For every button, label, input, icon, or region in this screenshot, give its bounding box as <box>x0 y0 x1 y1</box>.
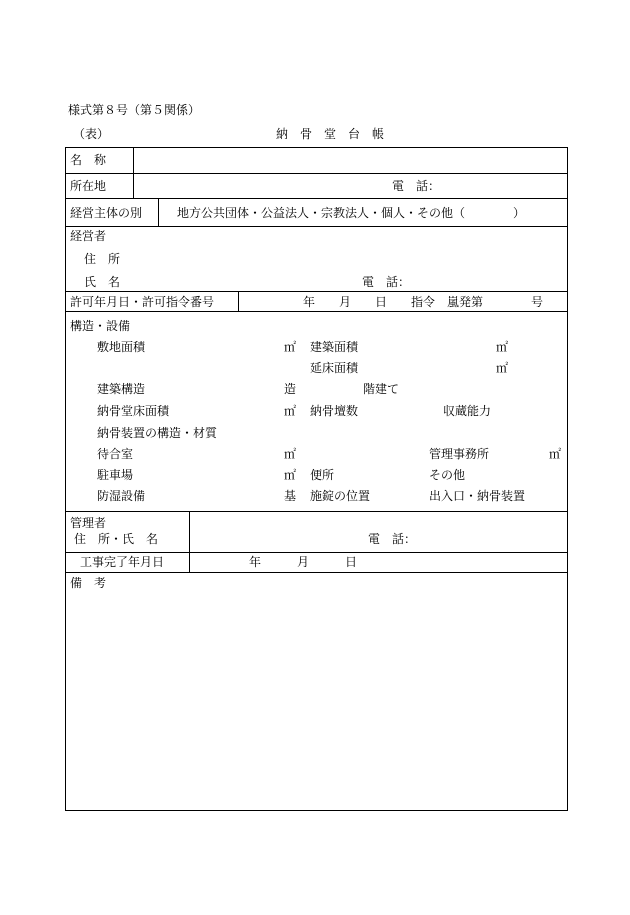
operator-name-label: 氏 名 <box>84 275 121 289</box>
operator-type-options: 地方公共団体・公益法人・宗教法人・個人・その他（ ） <box>177 206 526 220</box>
completion-label: 工事完了年月日 <box>80 555 165 569</box>
other-label: その他 <box>429 468 466 482</box>
operator-type-label: 経営主体の別 <box>70 206 143 220</box>
site-area-unit: ㎡ <box>284 340 297 354</box>
lock-position-label: 施錠の位置 <box>310 489 371 503</box>
operator-address-label: 住 所 <box>84 252 121 266</box>
waiting-room-unit: ㎡ <box>284 447 297 461</box>
toilet-label: 便所 <box>310 468 335 482</box>
parking-label: 駐車場 <box>97 468 134 482</box>
structure-heading: 構造・設備 <box>70 319 131 333</box>
operator-label: 経営者 <box>70 229 107 243</box>
manager-phone-label: 電 話： <box>368 532 417 546</box>
page-title: 納 骨 堂 台 帳 <box>276 127 385 141</box>
remarks-field[interactable] <box>68 594 564 806</box>
capacity-label: 収蔵能力 <box>443 404 492 418</box>
floor-area-label: 延床面積 <box>310 361 359 375</box>
remarks-label: 備 考 <box>70 576 107 590</box>
site-area-label: 敷地面積 <box>97 340 146 354</box>
permit-label: 許可年月日・許可指令番号 <box>70 295 215 309</box>
completion-value: 年 月 日 <box>249 555 358 569</box>
stories-label: 階建て <box>363 382 400 396</box>
form-number: 様式第８号（第５関係） <box>68 103 201 117</box>
entrance-label: 出入口・納骨装置 <box>429 489 526 503</box>
operator-phone-label: 電 話： <box>362 275 411 289</box>
building-area-label: 建築面積 <box>310 340 359 354</box>
manager-address-name-label: 住 所・氏 名 <box>74 532 159 546</box>
office-label: 管理事務所 <box>429 447 490 461</box>
permit-value: 年 月 日 指令 嵐発第 号 <box>303 295 544 309</box>
structure-unit: 造 <box>284 382 297 396</box>
parking-unit: ㎡ <box>284 468 297 482</box>
building-area-unit: ㎡ <box>496 340 509 354</box>
device-structure-label: 納骨装置の構造・材質 <box>97 426 218 440</box>
floor-area-unit: ㎡ <box>496 361 509 375</box>
building-structure-label: 建築構造 <box>97 382 146 396</box>
form-side: （表） <box>73 127 110 141</box>
ossuary-altars-label: 納骨壇数 <box>310 404 359 418</box>
office-unit: ㎡ <box>549 447 562 461</box>
dehumidifier-label: 防湿設備 <box>97 489 146 503</box>
dehumidifier-unit: 基 <box>284 489 297 503</box>
waiting-room-label: 待合室 <box>97 447 134 461</box>
manager-label: 管理者 <box>70 516 107 530</box>
name-label: 名 称 <box>70 153 107 167</box>
location-phone-label: 電 話： <box>392 179 441 193</box>
name-field[interactable] <box>136 150 564 170</box>
location-label: 所在地 <box>70 179 107 193</box>
ossuary-floor-area-unit: ㎡ <box>284 404 297 418</box>
ossuary-floor-area-label: 納骨堂床面積 <box>97 404 170 418</box>
